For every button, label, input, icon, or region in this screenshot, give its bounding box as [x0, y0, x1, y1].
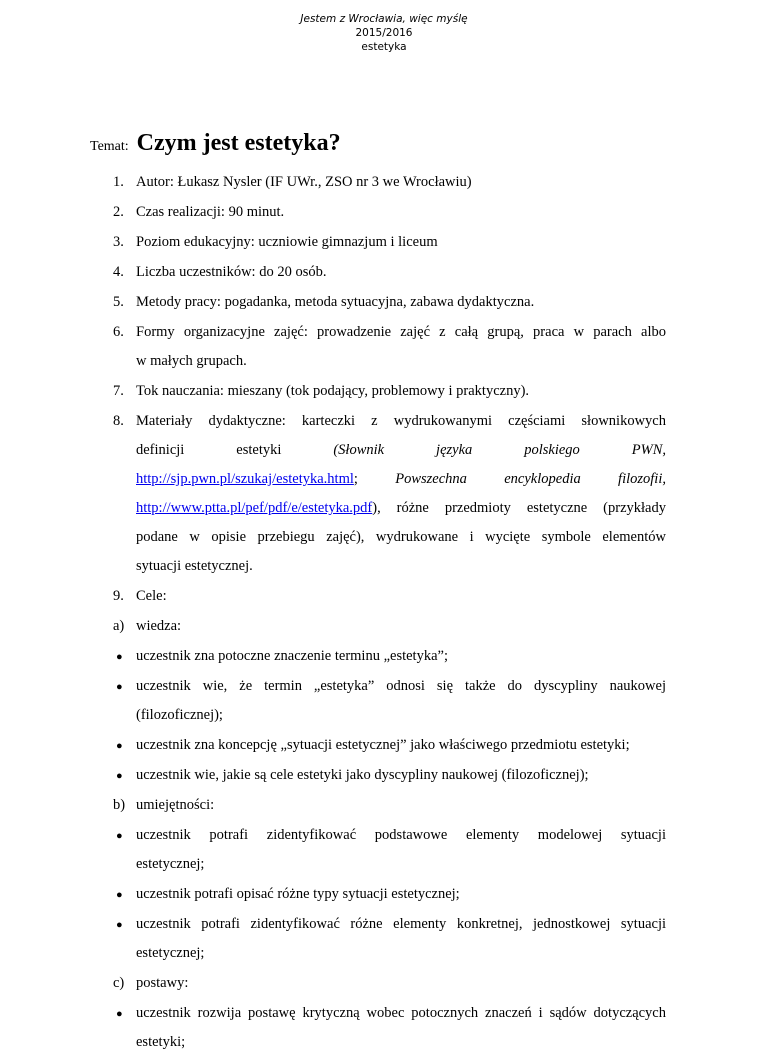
list-number: 7.: [113, 383, 124, 399]
goal-title: wiedza:: [136, 618, 182, 634]
word: definicji: [136, 442, 185, 458]
word: Powszechna: [395, 471, 467, 487]
goal-label: a): [113, 618, 125, 634]
bullet-text: estetycznej;: [136, 945, 205, 961]
list-number: 2.: [113, 204, 124, 220]
list-text-line: w małych grupach.: [136, 353, 247, 369]
word: estetyki: [236, 442, 282, 458]
topic-label: Temat:: [90, 139, 129, 154]
sjp-link[interactable]: http://sjp.pwn.pl/szukaj/estetyka.html: [136, 471, 354, 487]
semicolon: ;: [353, 471, 358, 487]
list-text: Liczba uczestników: do 20 osób.: [136, 264, 327, 280]
word: filozofii,: [618, 471, 666, 487]
bullet-icon: ●: [116, 889, 123, 901]
goal-title: postawy:: [136, 975, 189, 991]
list-text: Tok nauczania: mieszany (tok podający, problemowy i praktyczny).: [136, 383, 530, 399]
list-text-line: Formy organizacyjne zajęć: prowadzenie zajęć z całą grupą, praca w parach albo: [136, 324, 666, 340]
ptta-link[interactable]: http://www.ptta.pl/pef/pdf/e/estetyka.pdf: [136, 500, 373, 516]
list-text-line: [136, 442, 666, 459]
header-title: Jestem z Wrocławia, więc myślę: [300, 13, 468, 25]
topic-title: Czym jest estetyka?: [136, 130, 341, 156]
bullet-text: estetyki;: [136, 1034, 186, 1050]
list-text-tail: ), różne przedmioty estetyczne (przykłady: [372, 500, 666, 516]
bullet-icon: ●: [116, 681, 123, 693]
topic-heading: [90, 130, 341, 157]
bullet-icon: ●: [116, 830, 123, 842]
bullet-text: uczestnik potrafi opisać różne typy sytuacji estetycznej;: [136, 886, 460, 902]
list-number: 1.: [113, 174, 124, 190]
header-year: 2015/2016: [355, 27, 413, 39]
goal-title: umiejętności:: [136, 797, 215, 813]
list-text-line: [136, 471, 666, 488]
bullet-text: uczestnik wie, jakie są cele estetyki jako dyscypliny naukowej (filozoficznej);: [136, 767, 589, 783]
list-text-line: Materiały dydaktyczne: karteczki z wydrukowanymi częściami słownikowych: [136, 413, 666, 429]
link-group: [136, 471, 358, 488]
list-text: Poziom edukacyjny: uczniowie gimnazjum i liceum: [136, 234, 438, 250]
list-number: 6.: [113, 324, 124, 340]
list-text-line: podane w opisie przebiegu zajęć), wydrukowane i wycięte symbole elementów: [136, 529, 666, 545]
bullet-text: (filozoficznej);: [136, 707, 223, 723]
list-number: 3.: [113, 234, 124, 250]
page-header: [0, 12, 768, 54]
bullet-text: uczestnik zna koncepcję „sytuacji estetycznej” jako właściwego przedmiotu estetyki;: [136, 737, 630, 753]
list-number: 5.: [113, 294, 124, 310]
list-number: 8.: [113, 413, 124, 429]
bullet-text: uczestnik wie, że termin „estetyka” odnosi się także do dyscypliny naukowej: [136, 678, 666, 694]
word: (Słownik: [333, 442, 385, 458]
word: języka: [436, 442, 473, 458]
bullet-icon: ●: [116, 651, 123, 663]
goal-label: c): [113, 975, 125, 991]
word: polskiego: [524, 442, 580, 458]
list-number: 9.: [113, 588, 124, 604]
list-number: 4.: [113, 264, 124, 280]
word-pwn: PWN,: [631, 442, 666, 458]
list-text: Metody pracy: pogadanka, metoda sytuacyjna, zabawa dydaktyczna.: [136, 294, 535, 310]
bullet-text: estetycznej;: [136, 856, 205, 872]
list-text-line: sytuacji estetycznej.: [136, 558, 253, 574]
bullet-icon: ●: [116, 919, 123, 931]
bullet-icon: ●: [116, 1008, 123, 1020]
list-text: Cele:: [136, 588, 167, 604]
list-text-line: [136, 500, 666, 517]
list-text: Czas realizacji: 90 minut.: [136, 204, 285, 220]
bullet-text: uczestnik rozwija postawę krytyczną wobec potocznych znaczeń i sądów dotyczących: [136, 1005, 666, 1021]
bullet-text: uczestnik zna potoczne znaczenie terminu „estetyka”;: [136, 648, 448, 664]
bullet-text: uczestnik potrafi zidentyfikować różne elementy konkretnej, jednostkowej sytuacji: [136, 916, 666, 932]
list-text: Autor: Łukasz Nysler (IF UWr., ZSO nr 3 we Wrocławiu): [136, 174, 472, 190]
word: encyklopedia: [504, 471, 581, 487]
word: [632, 442, 666, 459]
bullet-icon: ●: [116, 770, 123, 782]
header-subject: estetyka: [361, 41, 407, 53]
bullet-icon: ●: [116, 740, 123, 752]
goal-label: b): [113, 797, 126, 813]
bullet-text: uczestnik potrafi zidentyfikować podstawowe elementy modelowej sytuacji: [136, 827, 666, 843]
